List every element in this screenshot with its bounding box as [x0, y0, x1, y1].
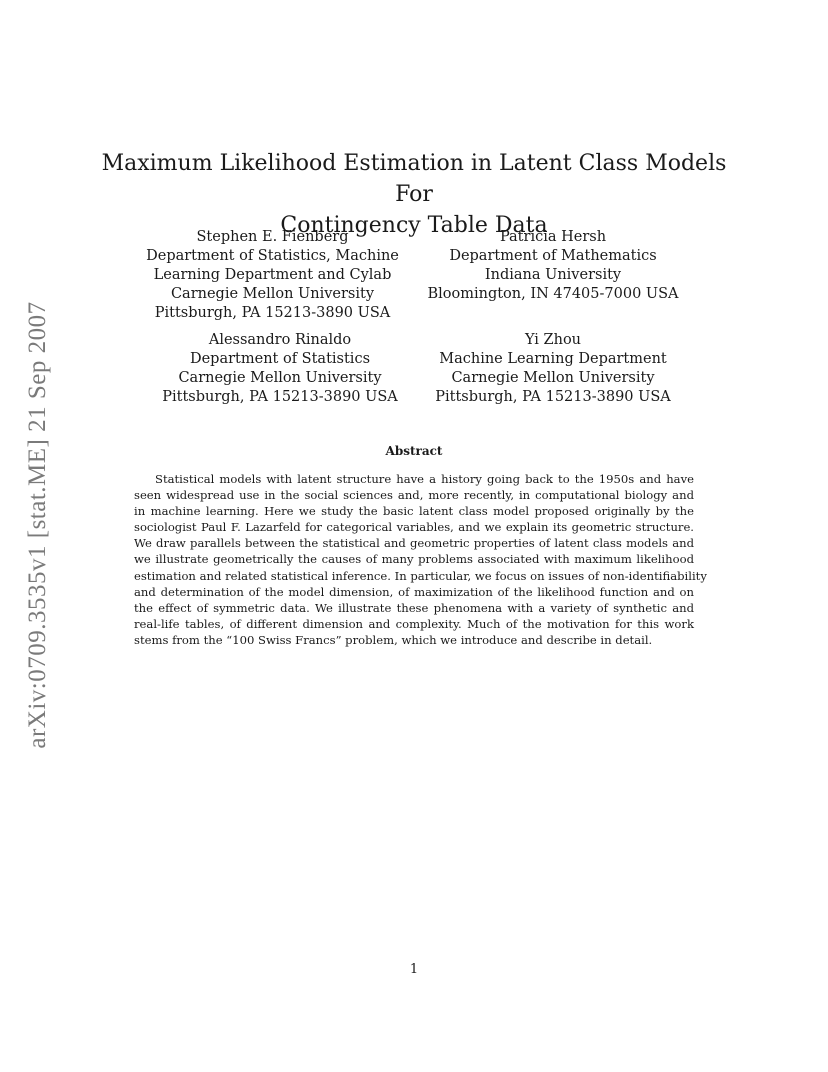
abstract-body	[134, 471, 707, 648]
abstract-line: We draw parallels between the statistical and geometric properties of latent class models and	[134, 536, 694, 551]
author-affiliation-line: Department of Statistics	[189, 351, 371, 367]
abstract-line: we illustrate geometrically the causes of many problems associated with maximum likelihood	[134, 552, 694, 567]
author-affiliation-line: Carnegie Mellon University	[178, 370, 382, 386]
paper-title-line-1: Maximum Likelihood Estimation in Latent Class Models For	[101, 151, 727, 207]
author-block-hersh	[413, 228, 693, 304]
author-block-rinaldo	[140, 331, 420, 407]
author-name: Stephen E. Fienberg	[196, 229, 349, 245]
author-address-line: Pittsburgh, PA 15213-3890 USA	[435, 389, 671, 405]
abstract-line: Statistical models with latent structure have a history going back to the 1950s and have	[155, 472, 694, 486]
abstract-line: real-life tables, of different dimension and complexity. Much of the motivation for this work	[134, 616, 694, 631]
author-affiliation-line: Department of Mathematics	[449, 248, 657, 264]
page-number: 1	[409, 962, 419, 977]
paper-title-line-2: Contingency Table Data	[280, 213, 548, 238]
abstract-line: seen widespread use in the social sciences and, more recently, in computational biology and	[134, 488, 694, 503]
author-affiliation-line: Learning Department and Cylab	[153, 267, 392, 283]
abstract-line: and determination of the model dimension, of maximization of the likelihood function and on	[134, 584, 694, 599]
author-address-line: Bloomington, IN 47405-7000 USA	[427, 286, 679, 302]
author-affiliation-line: Machine Learning Department	[439, 351, 667, 367]
abstract-line: estimation and related statistical inference. In particular, we focus on issues of non-identifiability	[134, 568, 707, 583]
author-affiliation-line: Indiana University	[484, 267, 622, 283]
author-name: Yi Zhou	[524, 332, 582, 348]
arxiv-identifier-text: arXiv:0709.3535v1 [stat.ME] 21 Sep 2007	[24, 301, 51, 749]
author-address-line: Pittsburgh, PA 15213-3890 USA	[154, 305, 391, 321]
abstract-line: sociologist Paul F. Lazarfeld for categorical variables, and we explain its geometric structure.	[134, 520, 694, 535]
author-block-fienberg	[140, 228, 405, 323]
author-block-zhou	[413, 331, 693, 407]
author-name: Alessandro Rinaldo	[208, 332, 352, 348]
author-address-line: Pittsburgh, PA 15213-3890 USA	[162, 389, 398, 405]
abstract-heading: Abstract	[385, 444, 443, 458]
author-affiliation-line: Department of Statistics, Machine	[146, 248, 399, 264]
abstract-line: the effect of symmetric data. We illustrate these phenomena with a variety of synthetic and	[134, 600, 694, 615]
abstract-line: in machine learning. Here we study the basic latent class model proposed originally by the	[134, 504, 694, 519]
abstract-line: stems from the “100 Swiss Francs” problem, which we introduce and describe in detail.	[134, 632, 653, 647]
author-affiliation-line: Carnegie Mellon University	[170, 286, 375, 302]
author-affiliation-line: Carnegie Mellon University	[451, 370, 655, 386]
author-name: Patricia Hersh	[499, 229, 607, 245]
